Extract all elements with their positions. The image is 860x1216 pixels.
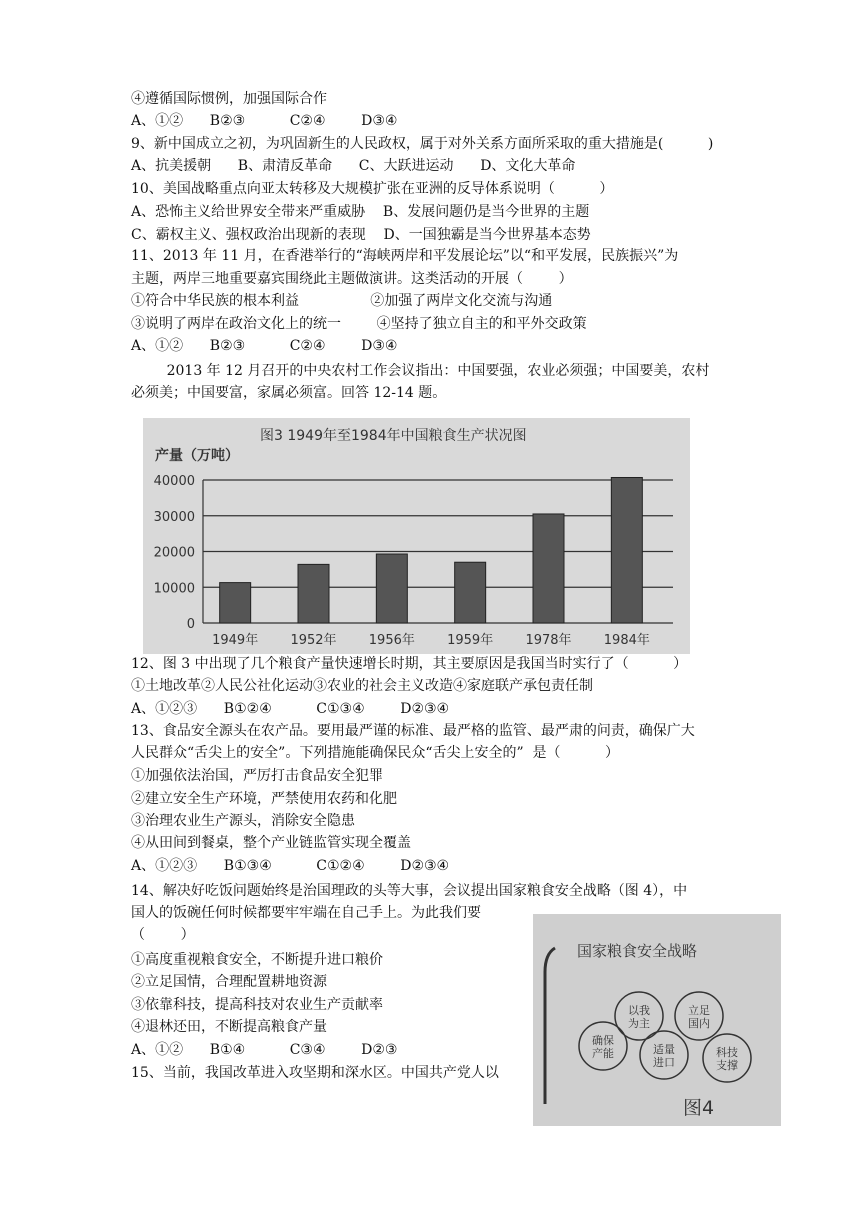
y-tick-label: 20000 bbox=[153, 545, 195, 561]
strategy-circle-label: 以我为主 bbox=[628, 1004, 650, 1030]
bar bbox=[298, 564, 329, 623]
text-line: 主题，两岸三地重要嘉宾围绕此主题做演讲。这类活动的开展（ ） bbox=[131, 271, 573, 287]
bar bbox=[376, 554, 407, 623]
bar bbox=[611, 477, 642, 623]
text-line: A、①② B②③ C②④ D③④ bbox=[131, 338, 398, 354]
text-line: 必须美；中国要富，家属必须富。回答 12-14 题。 bbox=[131, 385, 447, 401]
chart-title: 图3 1949年至1984年中国粮食生产状况图 bbox=[260, 428, 527, 444]
text-line: 15、当前，我国改革进入攻坚期和深水区。中国共产党人以 bbox=[131, 1065, 499, 1081]
diagram-caption: 图4 bbox=[683, 1097, 715, 1119]
text-line: A、①②③ B①②④ C①③④ D②③④ bbox=[131, 701, 450, 717]
x-tick-label: 1952年 bbox=[290, 633, 337, 648]
x-tick-label: 1959年 bbox=[447, 633, 494, 648]
bar bbox=[220, 583, 251, 623]
strategy-circle-label: 科技支撑 bbox=[716, 1046, 738, 1072]
text-line: ③依靠科技，提高科技对农业生产贡献率 bbox=[131, 997, 383, 1013]
bar bbox=[455, 562, 486, 623]
diagram-title: 国家粮食安全战略 bbox=[577, 942, 698, 960]
text-line: ①高度重视粮食安全，不断提升进口粮价 bbox=[131, 952, 383, 968]
text-line: 9、新中国成立之初，为巩固新生的人民政权，属于对外关系方面所采取的重大措施是( ) bbox=[131, 136, 714, 152]
grain-production-bar-chart bbox=[143, 418, 690, 654]
y-tick-label: 10000 bbox=[153, 581, 195, 597]
strategy-circle-label: 确保产能 bbox=[592, 1034, 614, 1060]
text-line: ③说明了两岸在政治文化上的统一 ④坚持了独立自主的和平外交政策 bbox=[131, 316, 587, 332]
figure4-diagram bbox=[533, 914, 781, 1126]
x-tick-label: 1949年 bbox=[212, 633, 259, 648]
diagram-bracket-line bbox=[545, 948, 555, 1104]
text-line: 14、解决好吃饭问题始终是治国理政的头等大事，会议提出国家粮食安全战略（图 4），中 bbox=[131, 883, 688, 899]
strategy-circle-label: 适量进口 bbox=[653, 1043, 675, 1069]
text-line: ③治理农业生产源头，消除安全隐患 bbox=[131, 813, 355, 829]
text-line: ④遵循国际惯例，加强国际合作 bbox=[131, 91, 327, 107]
text-line: ④退林还田，不断提高粮食产量 bbox=[131, 1019, 327, 1035]
text-line: 11、2013 年 11 月，在香港举行的“海峡两岸和平发展论坛”以“和平发展，民族振兴”为 bbox=[131, 248, 679, 264]
text-line: ①土地改革②人民公社化运动③农业的社会主义改造④家庭联产承包责任制 bbox=[131, 678, 593, 694]
text-line: ①加强依法治国，严厉打击食品安全犯罪 bbox=[131, 768, 383, 784]
text-line: A、恐怖主义给世界安全带来严重威胁 B、发展问题仍是当今世界的主题 bbox=[131, 204, 590, 220]
text-line: （ ） bbox=[131, 927, 195, 943]
x-tick-label: 1956年 bbox=[368, 633, 415, 648]
x-tick-label: 1978年 bbox=[525, 633, 572, 648]
text-line: A、①②③ B①③④ C①②④ D②③④ bbox=[131, 858, 450, 874]
text-line: 13、食品安全源头在农产品。要用最严谨的标准、最严格的监管、最严肃的问责，确保广大 bbox=[131, 723, 695, 739]
text-line: 国人的饭碗任何时候都要牢牢端在自己手上。为此我们要 bbox=[131, 905, 481, 921]
text-line: A、①② B②③ C②④ D③④ bbox=[131, 113, 398, 129]
text-line: A、抗美援朝 B、肃清反革命 C、大跃进运动 D、文化大革命 bbox=[131, 158, 576, 174]
chart-ylabel: 产量（万吨） bbox=[155, 448, 239, 464]
grain-security-strategy-diagram bbox=[533, 914, 781, 1126]
y-tick-label: 40000 bbox=[153, 474, 195, 489]
y-tick-label: 30000 bbox=[153, 509, 195, 525]
text-line: 12、图 3 中出现了几个粮食产量快速增长时期，其主要原因是我国当时实行了（ ） bbox=[131, 656, 688, 672]
strategy-circle-label: 立足国内 bbox=[688, 1004, 710, 1030]
text-line: A、①② B①④ C③④ D②③ bbox=[131, 1042, 398, 1058]
bar bbox=[533, 514, 564, 623]
y-tick-label: 0 bbox=[186, 617, 195, 632]
text-line: ②建立安全生产环境，严禁使用农药和化肥 bbox=[131, 791, 397, 807]
text-line: ①符合中华民族的根本利益 ②加强了两岸文化交流与沟通 bbox=[131, 293, 553, 309]
text-line: ②立足国情，合理配置耕地资源 bbox=[131, 974, 327, 990]
text-line: ④从田间到餐桌，整个产业链监管实现全覆盖 bbox=[131, 835, 411, 851]
figure3-chart bbox=[143, 418, 690, 654]
x-tick-label: 1984年 bbox=[603, 633, 650, 648]
text-line: 人民群众“舌尖上的安全”。下列措施能确保民众“舌尖上安全的” 是（ ） bbox=[131, 745, 620, 761]
text-line: 10、美国战略重点向亚太转移及大规模扩张在亚洲的反导体系说明（ ） bbox=[131, 181, 614, 197]
text-line: 2013 年 12 月召开的中央农村工作会议指出：中国要强，农业必须强；中国要美，农村 bbox=[131, 363, 710, 379]
text-line: C、霸权主义、强权政治出现新的表现 D、一国独霸是当今世界基本态势 bbox=[131, 227, 591, 243]
